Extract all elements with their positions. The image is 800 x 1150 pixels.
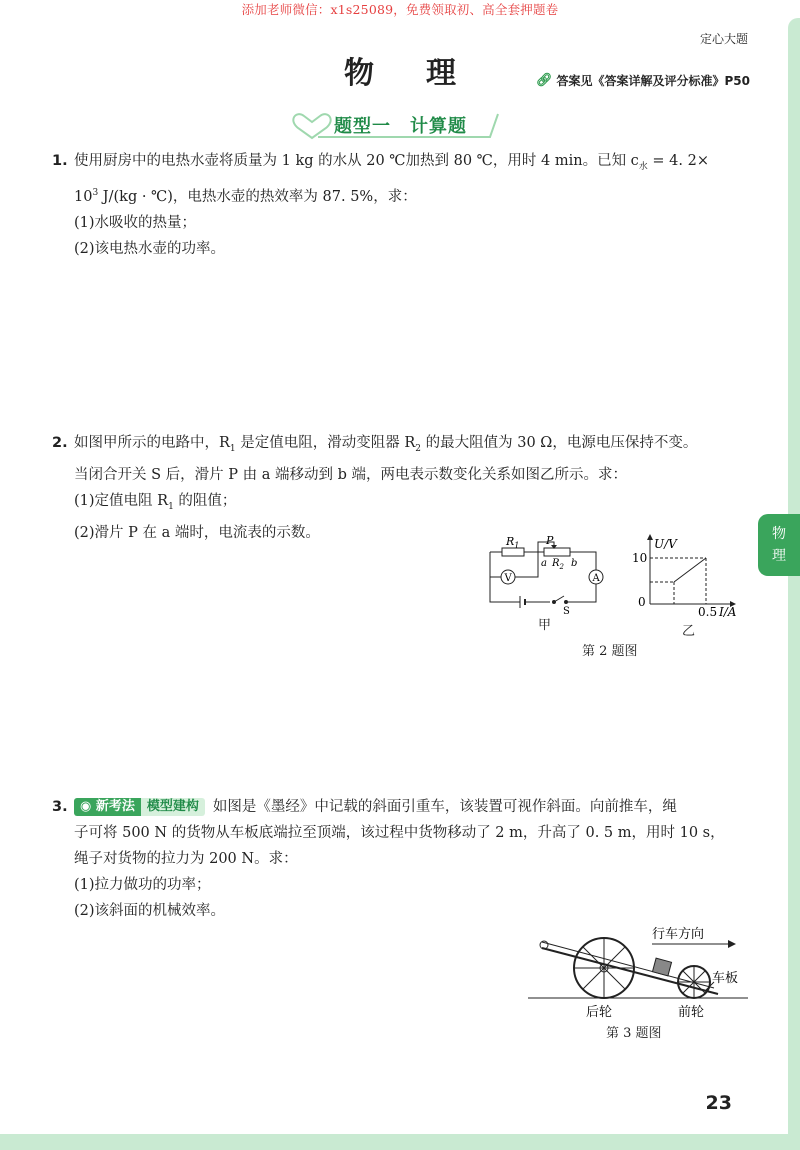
subject-side-tab [758, 514, 800, 576]
answer-reference [536, 72, 750, 89]
terminal-a-label: a [541, 558, 547, 569]
question-part: (1)水吸收的热量； [74, 214, 197, 231]
question-text: 子可将 500 N 的货物从车板底端拉至顶端，该过程中货物移动了 2 m，升高了 0. 5 m，用时 10 s， [74, 825, 725, 841]
question-text: J/(kg · ℃)，电热水壶的热效率为 87. 5%，求： [98, 188, 417, 205]
subscript: 2 [415, 443, 422, 454]
link-icon: 🔗︎ [535, 73, 553, 88]
section-title: 题型一 计算题 [334, 116, 467, 137]
switch-label: S [563, 606, 570, 617]
x-axis-label: I/A [719, 605, 737, 618]
question-text: = 4. 2× [647, 153, 709, 169]
section-banner [290, 108, 500, 142]
question-number: 1. [52, 153, 68, 169]
question-3 [52, 794, 752, 924]
cargo-box [652, 958, 671, 976]
page-number: 23 [705, 1092, 732, 1114]
r1-label: $R_1$ [506, 535, 520, 550]
question-part: (2)该斜面的机械效率。 [74, 903, 226, 919]
question-number: 2. [52, 435, 68, 451]
figure-yi-label: 乙 [682, 624, 696, 639]
side-tab-text: 物 [772, 526, 786, 542]
r2-label: $R_2$ [552, 558, 564, 571]
question-part: (2)滑片 P 在 a 端时，电流表的示数。 [74, 524, 320, 541]
page-bottom-decoration [0, 1134, 800, 1150]
badge-text: 新考法 [95, 799, 135, 814]
question-text: 的最大阻值为 30 Ω，电源电压保持不变。 [421, 435, 698, 451]
terminal-b-label: b [571, 558, 578, 569]
y-tick-label: 10 [632, 551, 648, 565]
question-1 [52, 148, 752, 262]
front-wheel-label: 前轮 [678, 1005, 705, 1020]
origin-label: 0 [638, 595, 646, 609]
question-text: 绳子对货物的拉力为 200 N。求： [74, 851, 298, 867]
section-label: 定心大题 [699, 32, 748, 46]
question-text: 当闭合开关 S 后，滑片 P 由 a 端移动到 b 端，两电表示数变化关系如图乙所示。求： [74, 466, 627, 483]
watermark: 添加老师微信：x1s25089，免费领取初、高全套押题卷 [241, 2, 559, 17]
superscript: 3 [92, 187, 99, 198]
lightbulb-icon: ◉ [80, 799, 96, 814]
figure-jia-label: 甲 [538, 618, 552, 633]
page-title: 物理 [344, 56, 508, 91]
subscript: 水 [638, 161, 648, 172]
ammeter-label: A [592, 573, 600, 584]
question-2 [52, 430, 752, 546]
subscript: 1 [229, 443, 236, 454]
slider-p-label: P [546, 534, 554, 547]
question-text: 如图甲所示的电路中，R [74, 435, 230, 451]
y-axis-label: U/V [654, 537, 677, 551]
resistor-r1 [502, 548, 524, 556]
board-label: 车板 [712, 971, 739, 986]
voltmeter-label: V [504, 573, 512, 584]
page-edge-decoration [788, 18, 800, 1134]
direction-label: 行车方向 [652, 927, 705, 942]
ui-graph [628, 532, 758, 618]
question-part: (1)拉力做功的功率； [74, 877, 211, 893]
rear-wheel-label: 后轮 [586, 1005, 613, 1020]
question-text: 使用厨房中的电热水壶将质量为 1 kg 的水从 20 ℃加热到 80 ℃，用时 4 min。已知 c [74, 153, 639, 169]
question-part: 的阻值； [173, 492, 237, 509]
question-text: 10 [74, 188, 93, 205]
side-tab-text: 理 [772, 548, 786, 564]
x-tick-label: 0.5 [698, 605, 718, 618]
answer-reference-text: 答案见《答案详解及评分标准》P50 [556, 74, 750, 88]
model-building-badge: 模型建构 [141, 798, 205, 816]
question-text: 如图是《墨经》中记载的斜面引重车，该装置可视作斜面。向前推车，绳 [212, 799, 677, 815]
question-part: (2)该电热水壶的功率。 [74, 240, 226, 257]
new-method-badge [74, 798, 141, 816]
incline-cart-figure [528, 920, 758, 1020]
figure-3-caption: 第 3 题图 [606, 1026, 662, 1041]
subscript: 1 [168, 501, 174, 512]
question-part: (1)定值电阻 R [74, 492, 169, 509]
figure-2-caption: 第 2 题图 [582, 644, 638, 659]
question-number: 3. [52, 799, 68, 815]
resistor-r2 [544, 548, 570, 556]
question-text: 是定值电阻，滑动变阻器 R [235, 435, 416, 451]
